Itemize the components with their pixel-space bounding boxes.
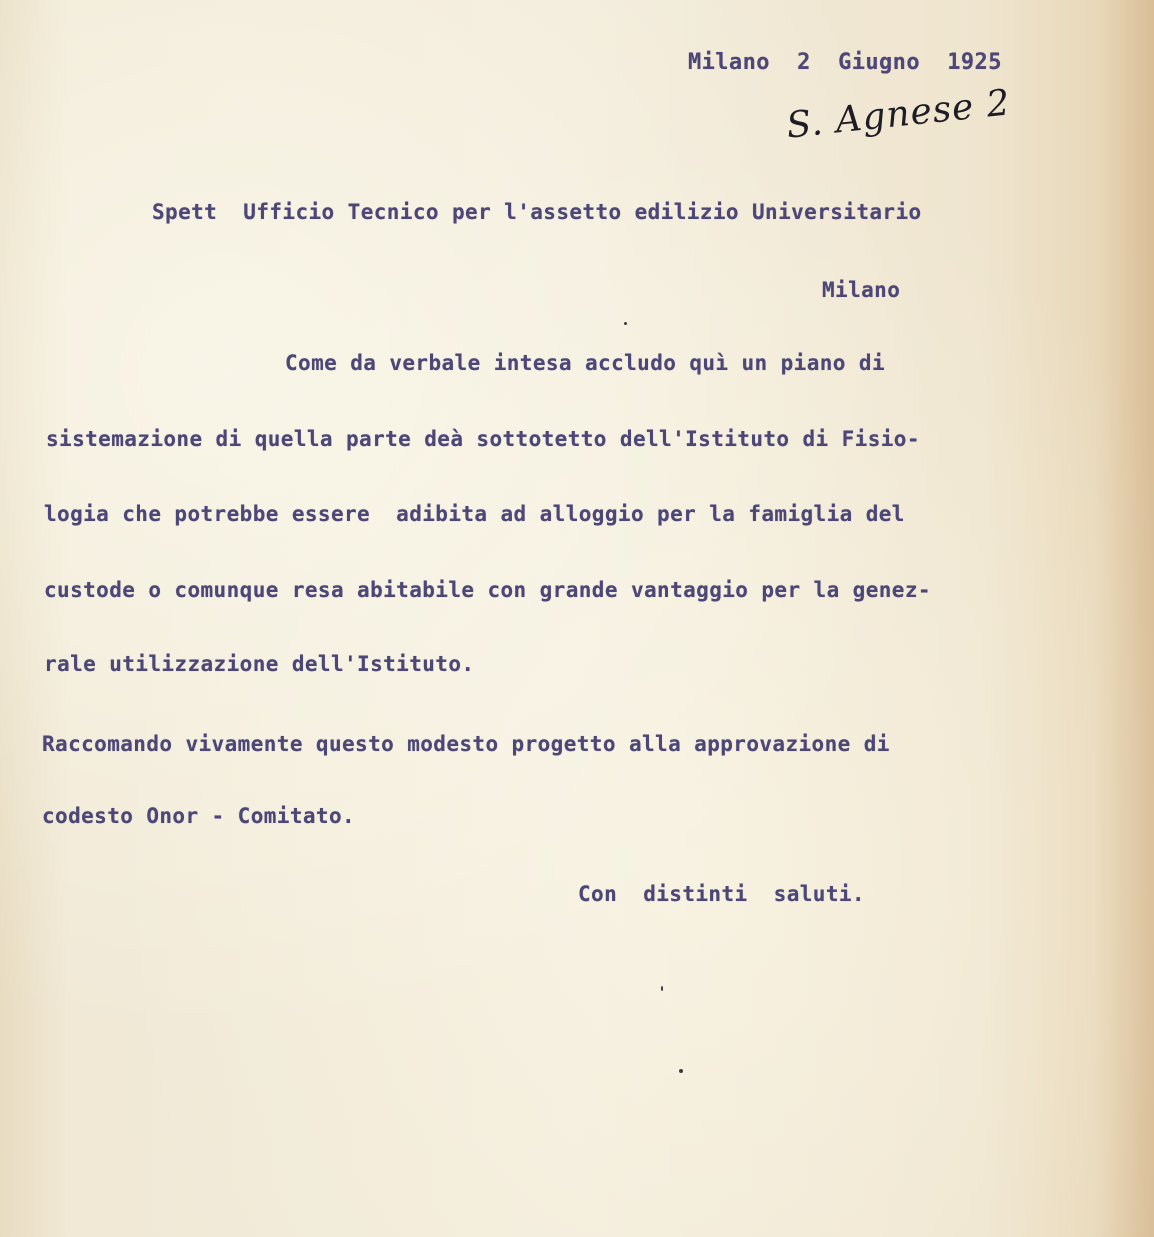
body-line-2: sistemazione di quella parte deà sottotetto dell'Istituto di Fisio- [46,427,920,451]
closing-line: Con distinti saluti. [578,882,865,906]
body-line-5: rale utilizzazione dell'Istituto. [44,652,475,676]
body-line-4: custode o comunque resa abitabile con grande vantaggio per la genez- [44,578,931,602]
body-line-6: Raccomando vivamente questo modesto progetto alla approvazione di [42,732,890,756]
ink-speck [624,322,627,325]
handwritten-address-note: S. Agnese 2 [784,82,1013,147]
recipient-line: Spett Ufficio Tecnico per l'assetto edilizio Universitario [152,200,922,224]
paper-edge-shading [1094,0,1154,1237]
body-line-1: Come da verbale intesa accludo quì un piano di [285,351,885,375]
ink-speck [679,1069,683,1073]
body-line-3: logia che potrebbe essere adibita ad alloggio per la famiglia del [44,502,905,526]
recipient-city: Milano [822,278,901,302]
ink-speck [661,986,663,991]
date-line: Milano 2 Giugno 1925 [688,50,1002,75]
body-line-7: codesto Onor - Comitato. [42,804,356,828]
